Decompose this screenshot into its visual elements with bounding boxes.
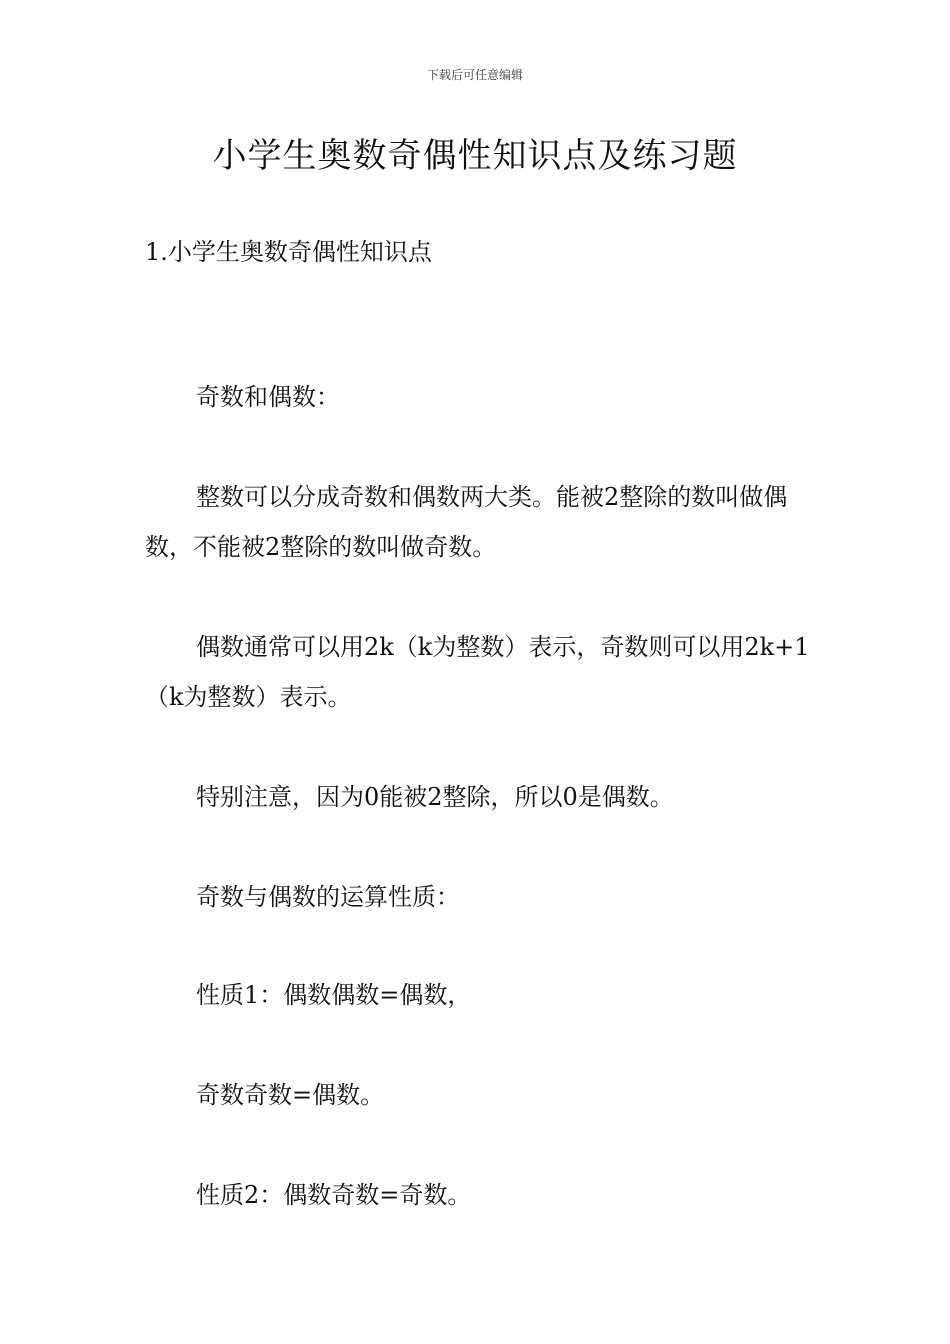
section-heading: 1.小学生奥数奇偶性知识点 (145, 238, 432, 266)
paragraph-property-2: 性质2：偶数奇数=奇数。 (196, 1181, 472, 1209)
paragraph-operation-properties: 奇数与偶数的运算性质： (196, 883, 460, 911)
paragraph-odd-even-intro: 奇数和偶数： (196, 383, 340, 411)
paragraph-notation: 偶数通常可以用2k（k为整数）表示，奇数则可以用2k+1（k为整数）表示。 (145, 633, 810, 711)
paragraph-property-1: 性质1：偶数偶数=偶数， (196, 981, 472, 1009)
document-title: 小学生奥数奇偶性知识点及练习题 (212, 136, 738, 176)
paragraph-odd-odd: 奇数奇数=偶数。 (196, 1081, 385, 1109)
paragraph-definition: 整数可以分成奇数和偶数两大类。能被2整除的数叫做偶数，不能被2整除的数叫做奇数。 (145, 483, 788, 561)
page-header-note: 下载后可任意编辑 (426, 68, 523, 82)
paragraph-zero-note: 特别注意，因为0能被2整除，所以0是偶数。 (196, 783, 674, 811)
